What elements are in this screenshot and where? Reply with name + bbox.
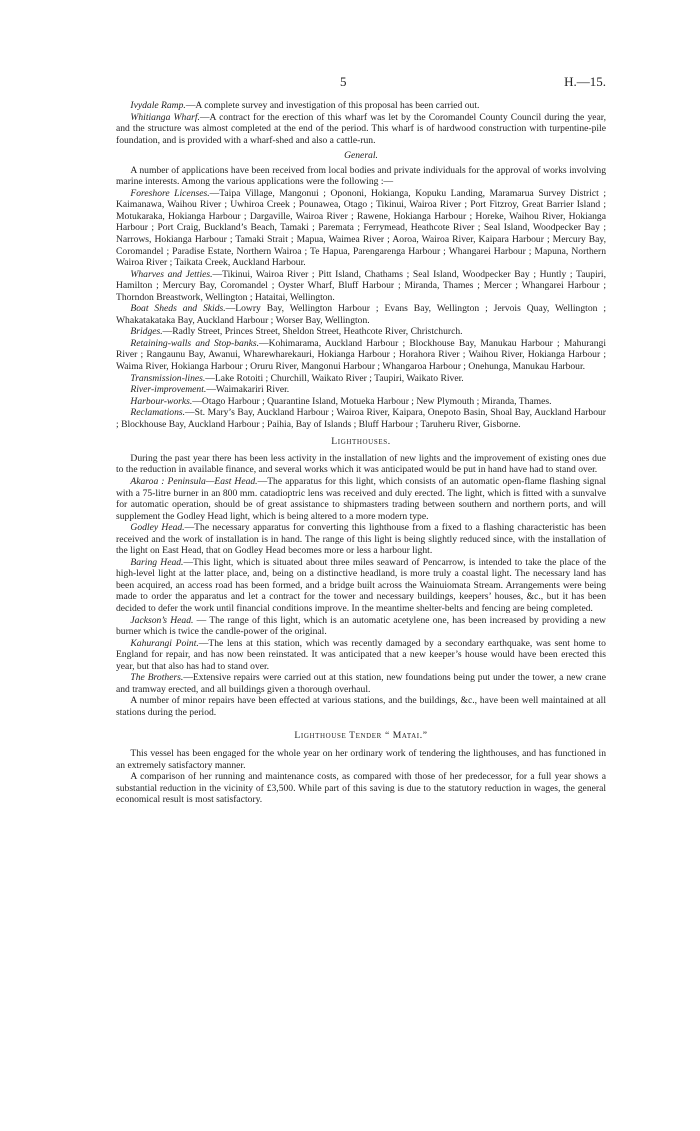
paragraph-lighthouses-intro: During the past year there has been less activity in the installation of new lights and the improvement of existing ones due to the reduction in available finance, and several works which it was anticipated would be put in hand have had to stand over. [116, 452, 606, 476]
document-reference: H.—15. [564, 74, 606, 89]
paragraph-whitianga-wharf: Whitianga Wharf.—A contract for the erection of this wharf was let by the Coromandel County Council during the year, and the structure was almost completed at the end of the period. This wharf is of hardwood construction with turpentine-pile foundation, and is provided with a wharf-shed and also a cattle-run. [116, 111, 606, 146]
paragraph-boat-sheds: Boat Sheds and Skids.—Lowry Bay, Wellington Harbour ; Evans Bay, Wellington ; Jervois Quay, Wellington ; Whakatakataka Bay, Auckland Harbour ; Worser Bay, Wellington. [116, 303, 606, 326]
paragraph-transmission-lines: Transmission-lines.—Lake Rotoiti ; Churchill, Waikato River ; Taupiri, Waikato River. [130, 372, 464, 384]
paragraph-the-brothers: The Brothers.—Extensive repairs were carried out at this station, new foundations being put under the tower, a new crane and tramway erected, and all buildings given a thorough overhaul. [116, 672, 606, 695]
paragraph-akaroa: Akaroa : Peninsula—East Head.—The apparatus for this light, which consists of an automatic open-flame flashing signal with a 75-litre burner in an 800 mm. catadioptric lens was received and duly erected. The light, which is fitted with a sunvalve for automatic operation, should be of great assistance to shipmasters trading between southern and northern ports, and will supplement the Godley Head light, which is being altered to a more modern type. [116, 475, 607, 522]
heading-lighthouses: Lighthouses. [331, 436, 391, 448]
paragraph-harbour-works: Harbour-works.—Otago Harbour ; Quarantine Island, Motueka Harbour ; New Plymouth ; Miranda, Thames. [130, 395, 552, 407]
paragraph-general-intro: A number of applications have been received from local bodies and private individuals for the approval of works involving marine interests. Among the various applications were the following :— [116, 164, 606, 188]
paragraph-retaining-walls: Retaining-walls and Stop-banks.—Kohimarama, Auckland Harbour ; Blockhouse Bay, Manukau Harbour ; Mahurangi River ; Rangaunu Bay, Awanui, Wharewharekauri, Hokianga Harbour ; Horahora River ; Waihou River, Hokianga Harbour ; Waima River, Hokianga Harbour ; Oruru River, Mangonui Harbour ; Whangaroa Harbour ; Onehunga, Manukau Harbour. [116, 337, 606, 373]
paragraph-jacksons-head: Jackson’s Head. — The range of this light, which is an automatic acetylene one, has been increased by providing a new burner which is twice the candle-power of the original. [116, 614, 606, 638]
page-number: 5 [340, 74, 347, 89]
report-page [116, 76, 606, 806]
paragraph-kahurangi-point: Kahurangi Point.—The lens at this station, which was recently damaged by a secondary earthquake, was sent home to England for repair, and has now been reinstated. It was anticipated that a new keeper’s house would have been erected this year, but that also has had to stand over. [116, 637, 606, 672]
paragraph-baring-head: Baring Head.—This light, which is situated about three miles seaward of Pencarrow, is intended to take the place of the high-level light at the latter place, and, being on a distinctive headland, is more truly a coastal light. The necessary land has been acquired, an access road has been formed, and a bridge built across the Wainuiomata Stream. Arrangements were being made to order the apparatus and let a contract for the tower and necessary buildings, keepers’ houses, &c., but it has been decided to defer the work until financial conditions improve. In the meantime shelter-belts and fencing are being completed. [116, 556, 606, 614]
page-header [116, 76, 606, 94]
paragraph-tender-costs: A comparison of her running and maintenance costs, as compared with those of her predecessor, for a full year shows a substantial reduction in the vicinity of £3,500. While part of this saving is due to the statutory reduction in wages, the general economical result is most satisfactory. [116, 771, 606, 806]
paragraph-wharves-jetties: Wharves and Jetties.—Tikinui, Wairoa River ; Pitt Island, Chathams ; Seal Island, Woodpecker Bay ; Huntly ; Taupiri, Hamilton ; Mercury Bay, Coromandel ; Oyster Wharf, Bluff Harbour ; Miranda, Thames ; Mercer ; Whangarei Harbour ; Thorndon Breastwork, Wellington ; Hataitai, Wellington. [116, 268, 606, 303]
heading-general: General. [344, 150, 378, 162]
heading-lighthouse-tender: Lighthouse Tender “ Matai.” [294, 730, 428, 742]
paragraph-reclamations: Reclamations.—St. Mary’s Bay, Auckland Harbour ; Wairoa River, Kaipara, Onepoto Basin, Shoal Bay, Auckland Harbour ; Blockhouse Bay, Auckland Harbour ; Paihia, Bay of Islands ; Bluff Harbour ; Taruheru River, Gisborne. [116, 407, 606, 430]
paragraph-river-improvement: River-improvement.—Waimakariri River. [130, 384, 290, 396]
paragraph-bridges: Bridges.—Radly Street, Princes Street, Sheldon Street, Heathcote River, Christchurch. [130, 326, 463, 338]
paragraph-godley-head: Godley Head.—The necessary apparatus for converting this lighthouse from a fixed to a flashing characteristic has been received and the work of installation is in hand. The range of this light is being slightly reduced since, with the installation of the light on East Head, that on Godley Head becomes more or less a harbour light. [116, 522, 606, 557]
paragraph-minor-repairs: A number of minor repairs have been effected at various stations, and the buildings, &c., have been well maintained at all stations during the period. [116, 695, 606, 718]
paragraph-foreshore-licenses: Foreshore Licenses.—Taipa Village, Mangonui ; Opononi, Hokianga, Kopuku Landing, Maramarua Survey District ; Kaimanawa, Waihou River ; Uwhiroa Creek ; Pounawea, Otago ; Tikinui, Wairoa River ; Port Fitzroy, Great Barrier Island ; Motukaraka, Hokianga Harbour ; Dargaville, Wairoa River ; Rawene, Hokianga Harbour ; Horeke, Waihou River, Hokianga Harbour ; Port Craig, Buckland’s Beach, Tamaki ; Paremata ; Ferrymead, Heathcote River ; Seal Island, Woodpecker Bay ; Narrows, Hokianga Harbour ; Tamaki Strait ; Mapua, Waimea River ; Aoroa, Wairoa River, Kaipara Harbour ; Mercury Bay, Coromandel ; Paradise Estate, Northern Wairoa ; Te Hapua, Parengarenga Harbour ; Whangarei Harbour ; Mapuna, Northern Wairoa River ; Taikata Creek, Auckland Harbour. [116, 187, 606, 269]
paragraph-ivydale-ramp: Ivydale Ramp.—A complete survey and investigation of this proposal has been carried out. [130, 100, 480, 111]
paragraph-tender-work: This vessel has been engaged for the whole year on her ordinary work of tendering the lighthouses, and has functioned in an extremely satisfactory manner. [116, 747, 606, 771]
